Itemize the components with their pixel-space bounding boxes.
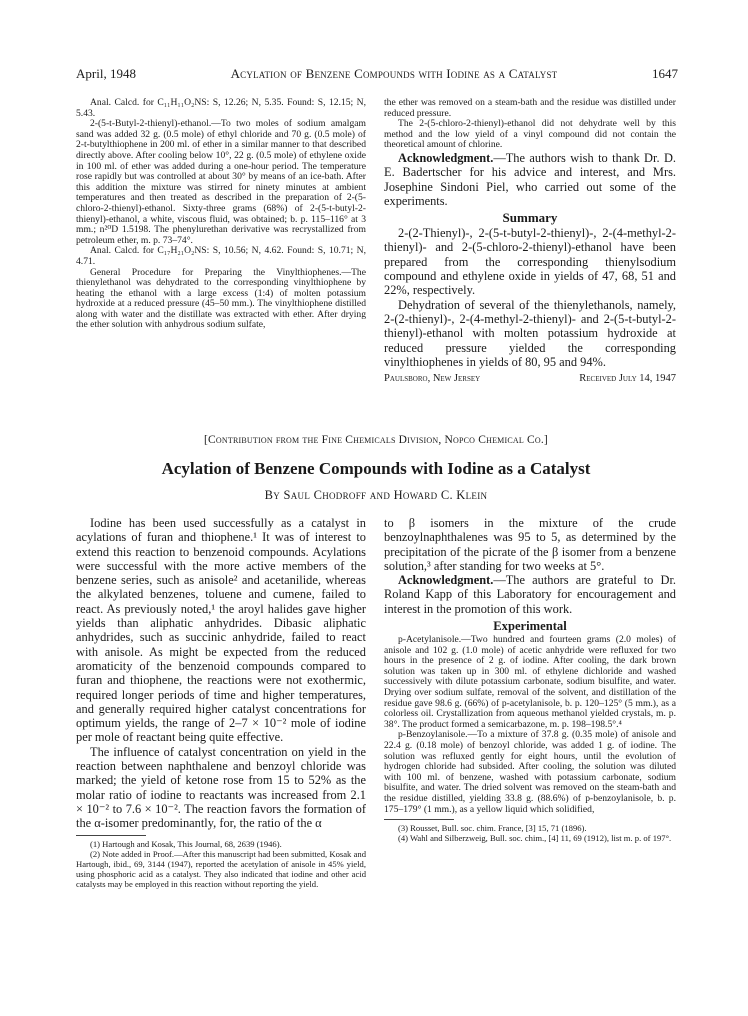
intro-paragraph: Iodine has been used successfully as a catalyst in acylations of furan and thiophene.¹ It was of interest to extend this reaction to benzenoid compounds. Acylations were successful with the more active members of the benzene series, such as anisole² and acetanilide, whereas the alkylated benzenes, toluene and cumene, failed to react. As previously noted,¹ the aroyl halides gave higher yields than aliphatic anhydrides. Dibasic aliphatic anhydrides, such as succinic anhydride, failed to react with anisole. As might be expected from the reduced aromaticity of the benzenoid compounds compared to furan and thiophene, the reactions were not exothermic, required longer periods of time and higher temperatures, and generally required higher catalyst concentrations for optimum yields, the range of 2–7 × 10⁻² mole of iodine per mole of reactant being quite effective. (76, 516, 366, 745)
experimental-heading: Experimental (493, 619, 567, 634)
summary-paragraph: Dehydration of several of the thienylethanols, namely, 2-(2-thienyl)-, 2-(4-methyl-2-thienyl)- and 2-(5-t-butyl-2-thienyl)-ethanol with molten potassium hydroxide at reduced pressure yielded the corresponding vinylthiophenes in yields of 80, 95 and 94%. (384, 297, 676, 369)
acknowledgment-text: —The authors wish to thank Dr. D. E. Badertscher for his advice and interest, and Mrs. Josephine Sindoni Piel, who carried out some of the experiments. (384, 150, 676, 208)
previous-article-column-left (76, 98, 366, 331)
butyl-thienyl-ethanol-procedure: 2-(5-t-Butyl-2-thienyl)-ethanol.—To two moles of sodium amalgam sand was added 32 g. (0.5 mole) of ethyl chloride and 70 g. (0.5 mole) of 2-t-butylthiophene in 200 ml. of ether in a similar manner to that described directly above. After cooling below 10°, 22 g. (0.5 mole) of ethylene oxide in 100 ml. of ether was added during a one-hour period. The temperature rose rapidly but was controlled at about 30° by means of an ice-bath. After this addition the mixture was stirred for ninety minutes at ambient temperatures and then treated as described in the preparation of 2-(5-chloro-2-thienyl)-ethanol. Sixty-three grams (68%) of 2-(5-t-butyl-2-thienyl)-ethanol, a white, viscous fluid, was obtained; b. p. 115–116° at 3 mm.; n²⁰D 1.5198. The phenylurethan derivative was recrystallized from petroleum ether, m. p. 73–74°. (76, 118, 366, 246)
isomer-paragraph: to β isomers in the mixture of the crude benzoylnaphthalenes was 95 to 5, as determined by the precipitation of the picrate of the β isomer from a benzene solution,³ after standing for two weeks at 5°. (384, 516, 676, 573)
running-title: Acylation of Benzene Compounds with Iodine as a Catalyst (230, 66, 558, 81)
acetylanisole-procedure: p-Acetylanisole.—Two hundred and fourteen grams (2.0 moles) of anisole and 102 g. (1.0 mole) of acetic anhydride were refluxed for two hours in the presence of 2 g. of iodine. After cooling, the dark brown solution was taken up in 300 ml. of ethylene dichloride and washed successively with dilute potassium carbonate, sodium bisulfite, and water. Drying over sodium sulfate, removal of the solvent, and distillation of the residue gave 98.6 g. (66%) of p-acetylanisole, b. p. 120–125° (5 mm.), as a colorless oil. Crystallization from aqueous methanol yielded crystals, m. p. 38°. The product formed a semicarbazone, m. p. 198–198.5°.⁴ (384, 634, 676, 730)
summary-paragraph: 2-(2-Thienyl)-, 2-(5-t-butyl-2-thienyl)-, 2-(4-methyl-2-thienyl)- and 2-(5-chloro-2-thienyl)-ethanol have been prepared from the corresponding thienylsodium compound and ethylene oxide in yields of 47, 68, 51 and 22%, respectively. (384, 226, 676, 298)
acknowledgment-label: Acknowledgment. (398, 150, 494, 165)
article-signoff (384, 372, 676, 385)
analysis-line: Anal. Calcd. for C₁₇H₂₁O₂NS: S, 10.56; N, 4.62. Found: S, 10.71; N, 4.71. (76, 245, 366, 267)
article-title: Acylation of Benzene Compounds with Iodine as a Catalyst (161, 459, 591, 478)
summary-heading: Summary (502, 210, 558, 226)
analysis-line: Anal. Calcd. for C₁₁H₁₁O₂NS: S, 12.26; N, 5.35. Found: S, 12.15; N, 5.43. (76, 98, 366, 119)
author-location: Paulsboro, New Jersey (384, 373, 481, 385)
acknowledgment-text: —The authors are grateful to Dr. Roland Kapp of this Laboratory for encouragement and interest in the promotion of this work. (384, 573, 676, 616)
footnote: (3) Rousset, Bull. soc. chim. France, [3] 15, 71 (1896). (398, 823, 587, 834)
article-column-right (384, 516, 676, 844)
issue-date: April, 1948 (76, 66, 136, 81)
procedure-continuation: the ether was removed on a steam-bath and the residue was distilled under reduced pressure. (384, 98, 676, 119)
article-column-left (76, 516, 366, 890)
footnote-divider (76, 835, 146, 836)
footnote: (2) Note added in Proof.—After this manuscript had been submitted, Kosak and Hartough, ibid., 69, 3144 (1947), reported the acetylation of anisole in 45% yield, using phosphoric acid as a catalyst. They also indicated that iodine and other acid catalysts may be employed in this reaction without reporting the yield. (76, 848, 366, 890)
footnote: (1) Hartough and Kosak, This Journal, 68, 2639 (1946). (90, 838, 282, 849)
page-number: 1647 (652, 66, 678, 81)
contribution-line: [Contribution from the Fine Chemicals Division, Nopco Chemical Co.] (204, 434, 548, 446)
acknowledgment-paragraph (384, 573, 676, 616)
acknowledgment-paragraph (384, 151, 676, 208)
previous-article-column-right (384, 98, 676, 385)
received-date: Received July 14, 1947 (579, 373, 676, 385)
article-byline: By Saul Chodroff and Howard C. Klein (264, 488, 488, 502)
benzoylanisole-procedure: p-Benzoylanisole.—To a mixture of 37.8 g. (0.35 mole) of anisole and 22.4 g. (0.18 mole) of benzoyl chloride, was added 1 g. of iodine. The solution was refluxed gently for eight hours, until the evolution of hydrogen chloride had subsided. After cooling, the solution was diluted with 100 ml. of benzene, washed with potassium carbonate, sodium bisulfite, and water. The dried solvent was removed on the steam-bath and the residue distilled, yielding 33.8 g. (88.6%) of p-benzoylanisole, b. p. 175–179° (1 mm.), as a yellow liquid which solidified, (384, 729, 676, 815)
footnote: (4) Wahl and Silberzweig, Bull. soc. chim., [4] 11, 69 (1912), list m. p. of 197°. (398, 833, 672, 844)
vinylthiophene-procedure: General Procedure for Preparing the Vinylthiophenes.—The thienylethanol was dehydrated to the corresponding vinylthiophene by heating the ethanol with a large excess (1:4) of molten potassium hydroxide at a reduced pressure (45–50 mm.). The vinylthiophene distilled along with water and the distillate was extracted with ether. After drying the ether solution with anhydrous sodium sulfate, (76, 266, 366, 331)
acknowledgment-label: Acknowledgment. (398, 573, 494, 588)
page-header (76, 66, 678, 82)
chloro-note: The 2-(5-chloro-2-thienyl)-ethanol did not dehydrate well by this method and the low yield of a vinyl compound did not contain the theoretical amount of chlorine. (384, 118, 676, 151)
footnote-divider (384, 819, 454, 820)
catalyst-paragraph: The influence of catalyst concentration on yield in the reaction between naphthalene and benzoyl chloride was marked; the yield of ketone rose from 15 to 52% as the molar ratio of iodine to reactants was increased from 2.1 × 10⁻² to 7.6 × 10⁻². The reaction favors the formation of the α-isomer predominantly, for, the ratio of the α (76, 744, 366, 831)
